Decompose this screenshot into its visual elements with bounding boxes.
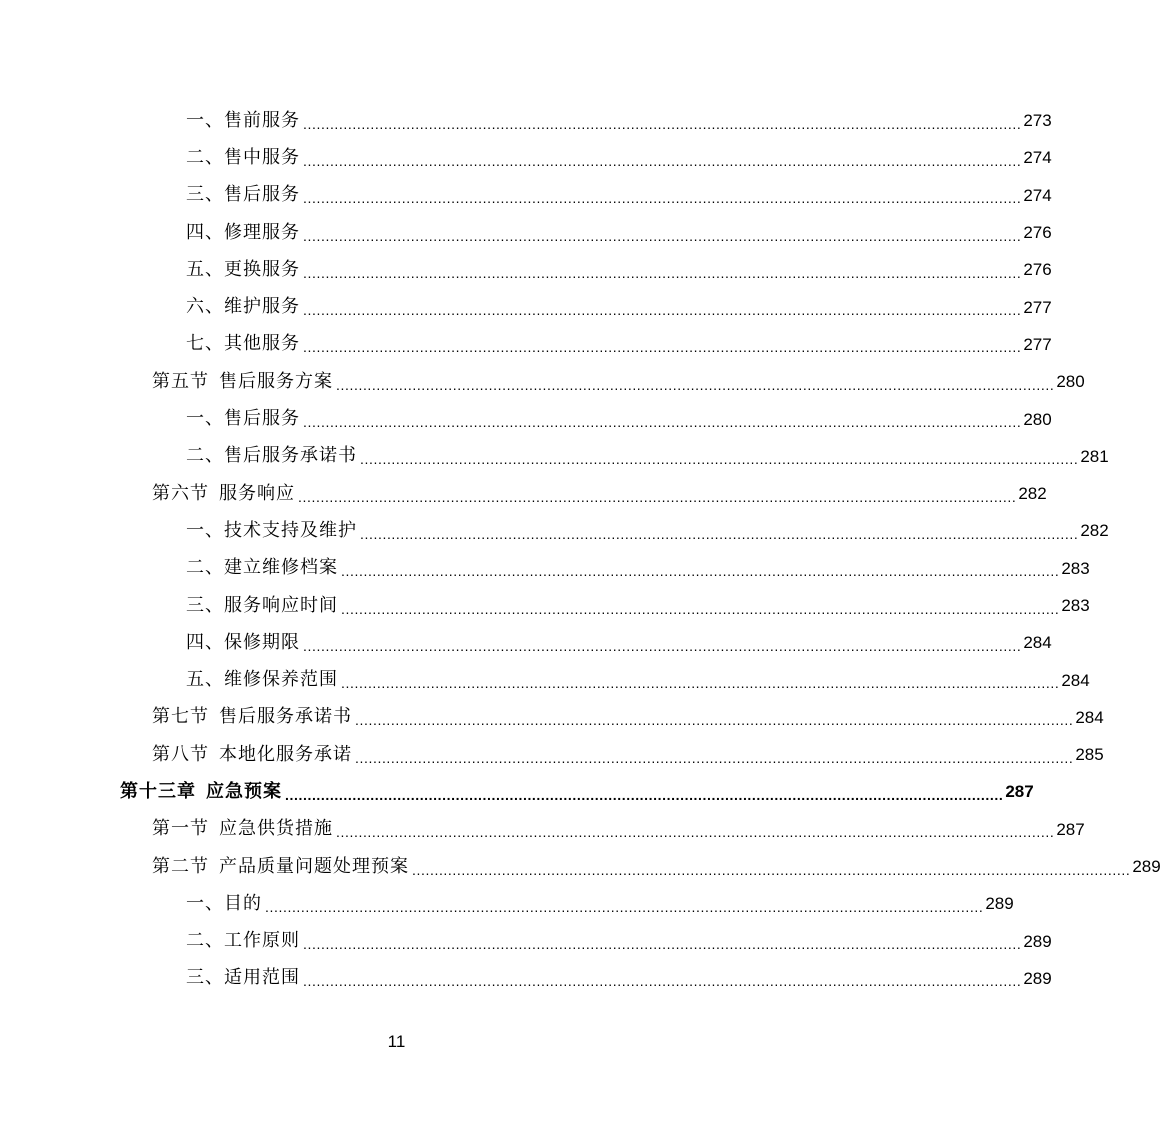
toc-entry-page: 289: [1132, 857, 1161, 877]
toc-dot-leader: ................................................................................................................................................................: [303, 227, 1022, 244]
toc-dot-leader: ................................................................................................................................................................: [303, 973, 1022, 990]
toc-entry-label: [186, 186, 300, 204]
toc-entry[interactable]: [0, 139, 1052, 176]
toc-entry-number: 第五节: [152, 370, 209, 392]
toc-dot-leader: ................................................................................................................................................................: [285, 786, 1004, 803]
toc-entry-page: 284: [1023, 633, 1052, 653]
toc-entry[interactable]: [0, 960, 1052, 997]
toc-dot-leader: ................................................................................................................................................................: [298, 488, 1017, 505]
toc-entry-page: 276: [1023, 223, 1052, 243]
toc-entry-page: 276: [1023, 260, 1052, 280]
toc-entry-title: 本地化服务承诺: [219, 743, 352, 765]
toc-entry-label: [152, 820, 333, 838]
toc-dot-leader: ................................................................................................................................................................: [303, 152, 1022, 169]
toc-entry-page: 281: [1080, 446, 1109, 466]
toc-entry-label: [186, 146, 300, 168]
toc-entry[interactable]: [0, 699, 1104, 736]
toc-entry-page: 289: [1023, 968, 1052, 988]
toc-entry[interactable]: [0, 214, 1052, 251]
toc-entry-label: [186, 221, 300, 243]
toc-entry-title: 修理服务: [224, 221, 300, 243]
toc-entry-label: [186, 631, 300, 653]
toc-entry-page: 282: [1080, 521, 1109, 541]
toc-entry-label: [186, 519, 357, 541]
toc-entry-label: [152, 482, 295, 504]
toc-entry-title: 技术支持及维护: [224, 519, 357, 541]
toc-entry-number: 五、: [186, 669, 224, 691]
toc-entry-page: 274: [1023, 148, 1052, 168]
toc-entry[interactable]: [0, 848, 1161, 885]
toc-entry-title: 维修保养范围: [224, 669, 338, 691]
toc-dot-leader: ................................................................................................................................................................: [412, 861, 1131, 878]
toc-entry-label: [186, 892, 262, 914]
toc-entry-title: 售后服务承诺书: [224, 445, 357, 467]
toc-entry-number: 四、: [186, 221, 224, 243]
toc-entry-number: 六、: [186, 296, 224, 318]
toc-entry-title: 售后服务方案: [219, 370, 333, 392]
toc-entry-label: [186, 258, 300, 280]
toc-dot-leader: ................................................................................................................................................................: [265, 898, 984, 915]
toc-entry[interactable]: [0, 736, 1104, 773]
toc-entry-page: 273: [1023, 111, 1052, 131]
toc-entry-number: 第十三章: [120, 780, 196, 802]
toc-entry-title: 售中服务: [224, 146, 300, 168]
toc-entry-label: [186, 109, 300, 131]
toc-dot-leader: ................................................................................................................................................................: [303, 936, 1022, 953]
toc-entry-number: 三、: [186, 594, 224, 616]
toc-entry[interactable]: [0, 661, 1090, 698]
toc-entry[interactable]: [0, 550, 1090, 587]
toc-entry[interactable]: [0, 400, 1052, 437]
toc-entry-title: 适用范围: [224, 967, 300, 989]
toc-entry-label: [152, 743, 352, 765]
toc-dot-leader: ................................................................................................................................................................: [341, 600, 1060, 617]
toc-entry-page: 283: [1061, 596, 1090, 615]
toc-entry-number: 第八节: [152, 743, 209, 765]
toc-entry-page: 283: [1061, 558, 1090, 578]
toc-dot-leader: ................................................................................................................................................................: [360, 451, 1079, 468]
toc-dot-leader: ................................................................................................................................................................: [336, 824, 1055, 841]
toc-entry-number: 一、: [186, 408, 224, 430]
toc-entry-number: 五、: [186, 258, 224, 280]
toc-entry-title: 售后服务: [224, 184, 300, 206]
toc-entry-title: 售后服务: [224, 408, 300, 430]
toc-entry-number: 第六节: [152, 482, 209, 504]
toc-entry-label: [152, 370, 333, 392]
toc-entry[interactable]: [0, 923, 1052, 960]
toc-dot-leader: ................................................................................................................................................................: [303, 637, 1022, 654]
toc-entry-number: 二、: [186, 557, 224, 579]
toc-entry[interactable]: [0, 773, 1034, 810]
toc-entry[interactable]: [0, 102, 1052, 139]
toc-dot-leader: ................................................................................................................................................................: [341, 563, 1060, 580]
toc-entry-label: [186, 335, 300, 353]
toc-entry-label: [186, 298, 300, 316]
toc-entry-title: 服务响应时间: [224, 594, 338, 616]
toc-entry-title: 更换服务: [224, 258, 300, 280]
toc-dot-leader: ................................................................................................................................................................: [336, 376, 1055, 393]
toc-entry-label: [152, 708, 352, 726]
table-of-contents: [0, 102, 1161, 997]
toc-entry[interactable]: [0, 624, 1052, 661]
toc-entry-label: [120, 780, 282, 802]
toc-entry-title: 保修期限: [224, 631, 300, 653]
toc-entry[interactable]: [0, 587, 1090, 624]
toc-dot-leader: ................................................................................................................................................................: [303, 115, 1022, 132]
toc-entry-number: 第一节: [152, 818, 209, 840]
toc-entry-title: 产品质量问题处理预案: [219, 855, 409, 877]
toc-dot-leader: ................................................................................................................................................................: [303, 190, 1022, 207]
toc-entry-title: 建立维修档案: [224, 557, 338, 579]
toc-entry-label: [186, 447, 357, 465]
toc-entry[interactable]: [0, 177, 1052, 214]
toc-entry[interactable]: [0, 288, 1052, 325]
toc-entry-label: [152, 855, 409, 877]
toc-entry[interactable]: [0, 885, 1014, 922]
toc-entry-number: 七、: [186, 333, 224, 355]
toc-entry-number: 第七节: [152, 706, 209, 728]
toc-entry-label: [186, 671, 338, 689]
toc-entry[interactable]: [0, 512, 1109, 549]
toc-entry-page: 284: [1061, 670, 1090, 690]
toc-dot-leader: ................................................................................................................................................................: [303, 264, 1022, 281]
toc-entry-label: [186, 594, 338, 616]
toc-entry-title: 其他服务: [224, 333, 300, 355]
toc-entry-number: 二、: [186, 445, 224, 467]
toc-entry-page: 287: [1005, 782, 1034, 802]
toc-dot-leader: ................................................................................................................................................................: [303, 339, 1022, 356]
toc-dot-leader: ................................................................................................................................................................: [303, 302, 1022, 319]
toc-entry-page: 277: [1023, 297, 1052, 317]
toc-entry-label: [186, 559, 338, 577]
toc-entry-number: 二、: [186, 930, 224, 952]
toc-entry-page: 280: [1023, 409, 1052, 429]
toc-entry-number: 三、: [186, 967, 224, 989]
toc-entry-number: 四、: [186, 631, 224, 653]
toc-entry-number: 三、: [186, 184, 224, 206]
toc-entry-title: 售后服务承诺书: [219, 706, 352, 728]
page-number: 11: [387, 1032, 406, 1051]
toc-dot-leader: ................................................................................................................................................................: [341, 675, 1060, 692]
toc-entry-page: 289: [1023, 931, 1052, 951]
toc-entry-label: [186, 410, 300, 428]
toc-entry-number: 二、: [186, 146, 224, 168]
toc-entry-page: 284: [1075, 707, 1104, 727]
toc-entry-page: 282: [1018, 484, 1047, 504]
toc-entry-title: 目的: [224, 892, 262, 914]
toc-entry-page: 287: [1056, 819, 1085, 839]
toc-entry-page: 289: [985, 894, 1014, 914]
toc-entry[interactable]: [0, 811, 1085, 848]
toc-entry-page: 285: [1075, 745, 1104, 765]
toc-entry-number: 第二节: [152, 855, 209, 877]
toc-entry-label: [186, 932, 300, 950]
toc-entry[interactable]: [0, 251, 1052, 288]
toc-entry-number: 一、: [186, 519, 224, 541]
toc-entry-page: 277: [1023, 334, 1052, 354]
toc-dot-leader: ................................................................................................................................................................: [303, 414, 1022, 431]
toc-entry-title: 应急预案: [206, 780, 282, 802]
toc-entry-number: 一、: [186, 109, 224, 131]
toc-entry-title: 工作原则: [224, 930, 300, 952]
toc-entry[interactable]: [0, 326, 1052, 363]
toc-dot-leader: ................................................................................................................................................................: [360, 525, 1079, 542]
toc-entry-title: 售前服务: [224, 109, 300, 131]
toc-entry-page: 280: [1056, 372, 1085, 392]
toc-dot-leader: ................................................................................................................................................................: [355, 749, 1074, 766]
toc-entry-title: 应急供货措施: [219, 818, 333, 840]
toc-entry[interactable]: [0, 363, 1085, 400]
toc-entry-title: 维护服务: [224, 296, 300, 318]
toc-entry-label: [186, 969, 300, 987]
toc-entry-title: 服务响应: [219, 482, 295, 504]
toc-entry[interactable]: [0, 438, 1109, 475]
toc-entry-page: 274: [1023, 185, 1052, 205]
toc-entry-number: 一、: [186, 892, 224, 914]
toc-entry[interactable]: [0, 475, 1047, 512]
toc-dot-leader: ................................................................................................................................................................: [355, 712, 1074, 729]
